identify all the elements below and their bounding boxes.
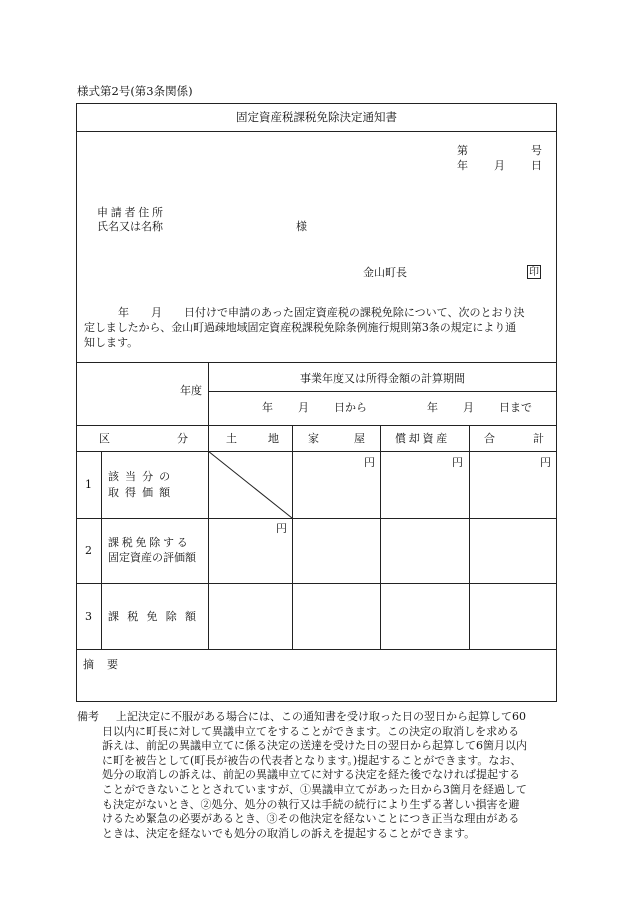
row-1-depreciable-unit: 円: [452, 456, 463, 469]
col-house-2: 屋: [354, 432, 365, 445]
body-date-day-text: 日付けで申請のあった固定資産税の課税免除について、次のとおり決: [184, 306, 525, 319]
notes-line-8: けるため緊急の必要があるとき、③その他決定を経ないことにつき正当な理由がある: [102, 812, 520, 826]
date-month: 月: [494, 159, 505, 172]
period-from-year: 年: [262, 401, 273, 414]
row-2-label-line-1: 課税免除する: [108, 536, 191, 549]
row-3-label: 課税免除額: [108, 610, 205, 623]
notice-body-line-2: 定しましたから、金山町過疎地域固定資産税課税免除条例施行規則第3条の規定により通: [84, 321, 516, 334]
period-to-day: 日まで: [499, 401, 532, 414]
remarks-label-2: 要: [107, 658, 118, 671]
number-suffix: 号: [531, 144, 542, 157]
col-total-1: 合: [484, 432, 495, 445]
form-label: 様式第2号(第3条関係): [77, 84, 193, 98]
date-year: 年: [457, 159, 468, 172]
col-category-2: 分: [177, 432, 188, 445]
notes-body: [102, 710, 554, 841]
notice-body: [84, 305, 554, 350]
row-1-bottom: [76, 518, 557, 519]
notes-line-9: ときは、決定を経ないでも処分の取消しの訴えを提起することができます。: [102, 826, 476, 840]
notes-line-6: ことができないこととされていますが、①異議申立てがあった日から3箇月を経過して: [102, 782, 527, 796]
notes-line-1: 上記決定に不服がある場合には、この通知書を受け取った日の翌日から起算して60: [116, 710, 526, 723]
remarks-label-1: 摘: [83, 658, 94, 671]
grid-vline-rownum: [101, 451, 102, 649]
col-total-2: 計: [533, 432, 544, 445]
row-1-label-line-2: 取得価額: [108, 486, 177, 499]
col-land-1: 土: [226, 432, 237, 445]
row-1-total-unit: 円: [540, 456, 551, 469]
applicant-honorific: 様: [296, 220, 307, 233]
row-2-number: 2: [85, 544, 92, 557]
title-divider: [76, 131, 557, 132]
period-to-year: 年: [427, 401, 438, 414]
applicant-name-label: 氏名又は名称: [97, 220, 163, 233]
applicant-address-label: 申請者住所: [97, 206, 166, 219]
col-land-2: 地: [268, 432, 279, 445]
notes-line-2: 日以内に町長に対して異議申立てをすることができます。この決定の取消しを求める: [102, 724, 520, 738]
period-from-day: 日から: [334, 401, 367, 414]
column-header-top: [76, 425, 557, 426]
row-3-number: 3: [85, 610, 92, 623]
notes-label: 備考: [77, 710, 99, 723]
col-house-1: 家: [308, 432, 319, 445]
row-2-label-line-2: 固定資産の評価額: [108, 551, 196, 564]
row-1-label-line-1: 該当分の: [108, 470, 177, 483]
body-date-year: 年: [118, 306, 129, 319]
year-label: 年度: [180, 384, 202, 397]
column-header-bottom: [76, 451, 557, 452]
period-to-month: 月: [463, 401, 474, 414]
period-from-month: 月: [298, 401, 309, 414]
row-2-bottom: [76, 583, 557, 584]
official-seal: 印: [529, 267, 539, 278]
notes-line-4: に町を被告として(町長が被告の代表者となります。)提起することができます。なお、: [102, 753, 522, 767]
grid-vline-depreciable: [469, 425, 470, 649]
issuer-title: 金山町長: [363, 266, 407, 279]
period-title: 事業年度又は所得金額の計算期間: [300, 372, 465, 385]
notes-line-7: も決定がないとき、②処分、処分の執行又は手続の続行により生ずる著しい損害を避: [102, 797, 520, 811]
notice-body-line-3: 知します。: [84, 336, 139, 349]
period-divider: [208, 391, 557, 392]
notes-line-3: 訴えは、前記の異議申立てに係る決定の送達を受けた日の翌日から起算して6箇月以内: [102, 739, 527, 753]
date-day: 日: [531, 159, 542, 172]
row-3-bottom: [76, 649, 557, 650]
year-period-divider: [208, 362, 209, 425]
document-title: 固定資産税課税免除決定通知書: [236, 110, 397, 124]
number-prefix: 第: [457, 144, 468, 157]
row-1-number: 1: [85, 478, 92, 491]
row-1-house-unit: 円: [364, 456, 375, 469]
col-category-1: 区: [99, 432, 110, 445]
notes-line-5: 処分の取消しの訴えは、前記の異議申立てに対する決定を経た後でなければ提起する: [102, 768, 520, 782]
notice-body-line-1: [84, 305, 554, 320]
body-date-month: 月: [151, 306, 162, 319]
grid-vline-house: [380, 425, 381, 649]
col-depreciable-assets: 償却資産: [395, 432, 450, 445]
table-top-border: [76, 362, 557, 363]
row-2-land-unit: 円: [276, 522, 287, 535]
land-cell-diagonal: [208, 451, 293, 519]
